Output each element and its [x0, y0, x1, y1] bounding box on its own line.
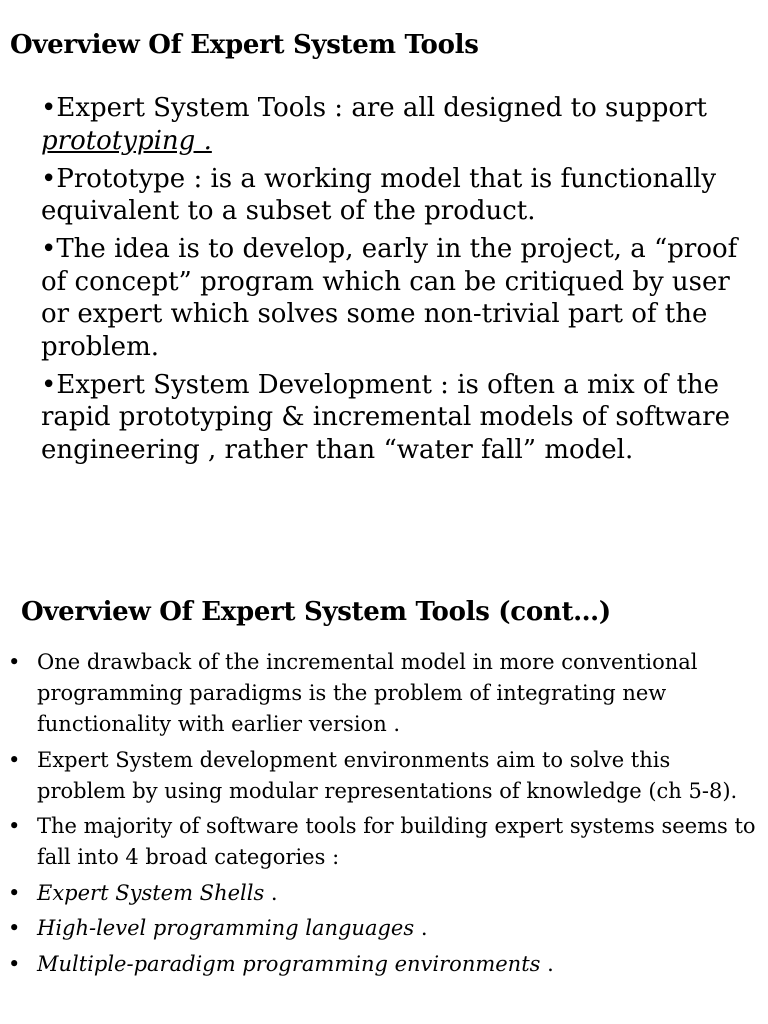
slide-1-bullet-prototype: •Prototype : is a working model that is functionally equivalent to a subset of the product.: [41, 163, 717, 226]
bullet-tail: .: [264, 880, 278, 905]
slide-2-bullet-languages: [0, 913, 768, 944]
bullet-dot-icon: •: [8, 880, 21, 905]
bullet-dot-icon: •: [8, 747, 21, 772]
prototyping-link[interactable]: prototyping .: [41, 125, 212, 156]
bullet-text: Multiple-paradigm programming environments: [37, 951, 541, 976]
bullet-text: One drawback of the incremental model in more conventional programming paradigms is the problem of integrating new functionality with earlier version .: [37, 650, 698, 736]
bullet-text: The majority of software tools for building expert systems seems to fall into 4 broad categories :: [37, 814, 756, 869]
bullet-text: •Expert System Tools : are all designed to support: [41, 93, 707, 123]
slide-2-bullet-list: [0, 647, 768, 984]
bullet-text: Expert System Shells: [37, 880, 265, 905]
slide-2-bullet-shells: [0, 878, 768, 909]
bullet-dot-icon: •: [8, 951, 21, 976]
slide-2-bullet-categories: [0, 811, 768, 873]
bullet-dot-icon: •: [8, 650, 21, 674]
slide-2-title: Overview Of Expert System Tools (cont…): [21, 597, 611, 627]
slide-1-bullet-idea: •The idea is to develop, early in the project, a “proof of concept” program which can be critiqued by user or expert which solves some non-trivial part of the problem.: [41, 234, 738, 362]
slide-2-bullet-paradigms: [0, 949, 768, 980]
bullet-tail: .: [540, 951, 554, 976]
slide-1-title: Overview Of Expert System Tools: [10, 30, 479, 60]
slide-1-bullet-tools: [41, 92, 756, 157]
bullet-dot-icon: •: [8, 814, 21, 838]
slide-1-bullet-list: [41, 92, 756, 472]
slide-2-bullet-environments: [0, 745, 768, 807]
slide-1-bullet-development: •Expert System Development : is often a mix of the rapid prototyping & incremental models of software engineering , rather than “water fall” model.: [41, 369, 730, 465]
bullet-text: High-level programming languages: [37, 916, 415, 940]
bullet-dot-icon: •: [8, 916, 21, 940]
bullet-tail: .: [414, 916, 428, 940]
bullet-text: Expert System development environments aim to solve this problem by using modular representations of knowledge (ch 5-8).: [37, 747, 738, 803]
slide-2-bullet-drawback: [0, 647, 768, 740]
